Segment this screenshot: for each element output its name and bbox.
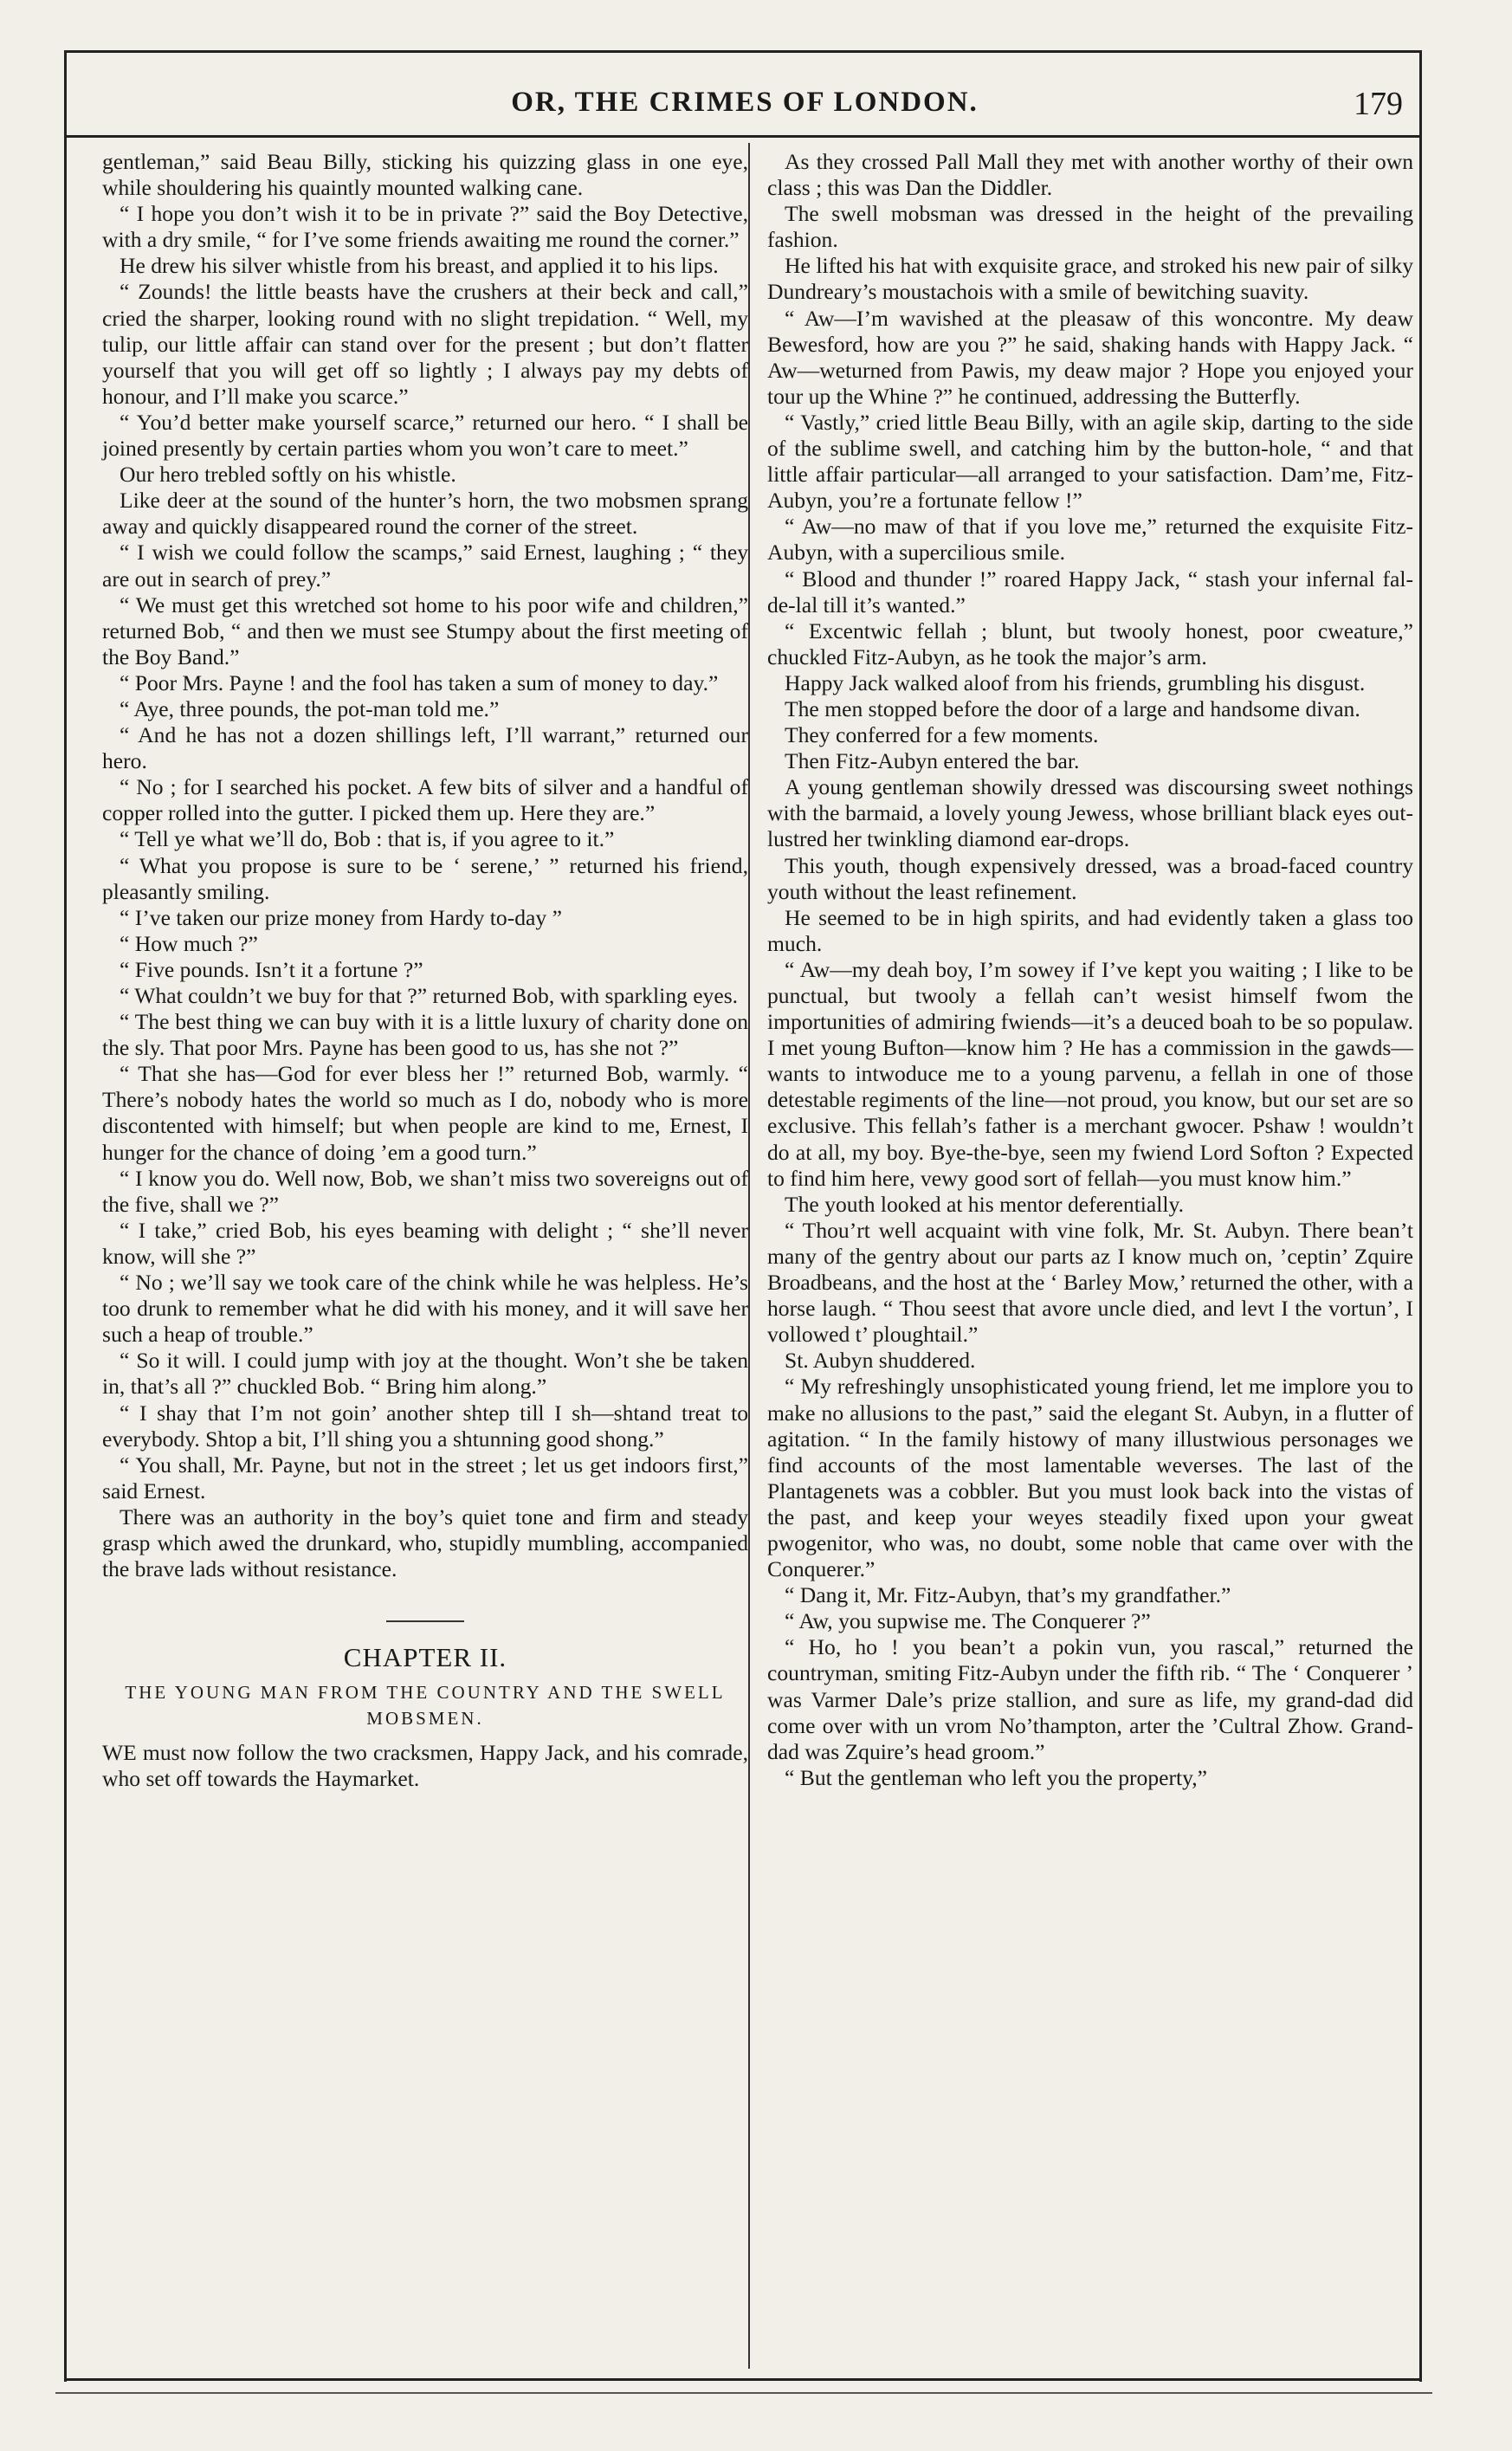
paragraph: “ Ho, ho ! you bean’t a pokin vun, you rascal,” returned the countryman, smiting Fitz-Aubyn under the fifth rib. “ The ‘ Conquerer ’ was Varmer Dale’s prize stallion, and sure as life, my grand-dad did come over with un vrom No’thampton, arter the ’Cultral Zhow. Grand-dad was Zquire’s head groom.” xyxy=(767,1634,1413,1764)
paragraph: “ How much ?” xyxy=(120,930,258,956)
chapter-title: CHAPTER II. xyxy=(343,1642,507,1673)
paragraph: “ That she has—God for ever bless her !” returned Bob, warmly. “ There’s nobody hates the world so much as I do, nobody who is more discontented with himself; but when people are kind to me, Ernest, I hunger for the chance of doing ’em a good turn.” xyxy=(102,1061,748,1165)
paragraph: “ I hope you don’t wish it to be in private ?” said the Boy Detective, with a dry smile, “ for I’ve some friends awaiting me round the corner.” xyxy=(102,201,748,253)
paragraph: “ Thou’rt well acquaint with vine folk, Mr. St. Aubyn. There bean’t many of the gentry about our parts az I know much on, ’ceptin’ Zquire Broadbeans, and the host at the ‘ Barley Mow,’ returned the other, with a horse laugh. “ Thou seest that avore uncle died, and levt I the vortun’, I vollowed t’ ploughtail.” xyxy=(767,1217,1413,1348)
paragraph: “ You shall, Mr. Payne, but not in the street ; let us get indoors first,” said Ernest. xyxy=(102,1452,748,1504)
column-divider xyxy=(748,143,750,2369)
paragraph: “ Aye, three pounds, the pot-man told me.” xyxy=(120,695,500,721)
paragraph: “ Five pounds. Isn’t it a fortune ?” xyxy=(120,956,423,982)
paragraph: The youth looked at his mentor deferentially. xyxy=(785,1191,1185,1217)
paragraph: Like deer at the sound of the hunter’s horn, the two mobsmen sprang away and quickly disappeared round the corner of the street. xyxy=(102,488,748,540)
paragraph: “ And he has not a dozen shillings left, I’ll warrant,” returned our hero. xyxy=(102,722,748,774)
paragraph: “ Poor Mrs. Payne ! and the fool has taken a sum of money to day.” xyxy=(120,669,719,695)
bottom-rule xyxy=(64,2378,1422,2381)
chapter-opening-paragraph: WE must now follow the two cracksmen, Happy Jack, and his comrade, who set off towards the Haymarket. xyxy=(102,1740,748,1792)
paragraph: “ What you propose is sure to be ‘ serene,’ ” returned his friend, pleasantly smiling. xyxy=(102,852,748,904)
page-number: 179 xyxy=(1354,86,1403,122)
paragraph: “ We must get this wretched sot home to his poor wife and children,” returned Bob, “ and then we must see Stumpy about the first meeting of the Boy Band.” xyxy=(102,592,748,669)
paragraph: “ The best thing we can buy with it is a little luxury of charity done on the sly. That poor Mrs. Payne has been good to us, has she not ?” xyxy=(102,1009,748,1061)
paragraph: gentleman,” said Beau Billy, sticking his quizzing glass in one eye, while shouldering his quaintly mounted walking cane. xyxy=(102,149,748,201)
chapter-subtitle: THE YOUNG MAN FROM THE COUNTRY AND THE SWELL MOBSMEN. xyxy=(125,1682,726,1730)
paragraph: “ Excentwic fellah ; blunt, but twooly honest, poor cweature,” chuckled Fitz-Aubyn, as he took the major’s arm. xyxy=(767,618,1413,669)
paragraph: “ Dang it, Mr. Fitz-Aubyn, that’s my grandfather.” xyxy=(785,1582,1231,1608)
right-column xyxy=(767,149,1413,1791)
paragraph: “ So it will. I could jump with joy at the thought. Won’t she be taken in, that’s all ?” chuckled Bob. “ Bring him along.” xyxy=(102,1348,748,1400)
paragraph: Then Fitz-Aubyn entered the bar. xyxy=(785,748,1080,774)
header-rule xyxy=(64,135,1422,138)
paragraph: “ I shay that I’m not goin’ another shtep till I sh—shtand treat to everybody. Shtop a bit, I’ll shing you a shtunning good shong.” xyxy=(102,1400,748,1452)
paragraph: He drew his silver whistle from his breast, and applied it to his lips. xyxy=(120,253,719,279)
paragraph: “ Aw—I’m wavished at the pleasaw of this woncontre. My deaw Bewesford, how are you ?” he said, shaking hands with Happy Jack. “ Aw—weturned from Pawis, my deaw major ? Hope you enjoyed your tour up the Whine ?” he continued, addressing the Butterfly. xyxy=(767,305,1413,409)
paragraph: “ I’ve taken our prize money from Hardy to-day ” xyxy=(120,904,562,930)
paragraph: Happy Jack walked aloof from his friends, grumbling his disgust. xyxy=(785,669,1366,695)
paragraph: Our hero trebled softly on his whistle. xyxy=(120,462,456,488)
paragraph: They conferred for a few moments. xyxy=(785,722,1099,748)
paragraph: “ I wish we could follow the scamps,” said Ernest, laughing ; “ they are out in search of prey.” xyxy=(102,540,748,592)
paragraph: “ No ; for I searched his pocket. A few bits of silver and a handful of copper rolled into the gutter. I picked them up. Here they are.” xyxy=(102,774,748,826)
paragraph: “ What couldn’t we buy for that ?” returned Bob, with sparkling eyes. xyxy=(120,983,739,1008)
paragraph: “ Blood and thunder !” roared Happy Jack, “ stash your infernal fal-de-lal till it’s wanted.” xyxy=(767,566,1413,618)
paragraph: “ My refreshingly unsophisticated young friend, let me implore you to make no allusions to the past,” said the elegant St. Aubyn, in a flutter of agitation. “ In the family histowy of many illustwious personages we find accounts of the most lamentable weverses. The last of the Plantagenets was a cobbler. But you must look back into the vistas of the past, and keep your weyes steadily fixed upon your gweat pwogenitor, who was, no doubt, some noble that came over with the Conquerer.” xyxy=(767,1374,1413,1582)
chapter-rule xyxy=(386,1620,464,1622)
paragraph: There was an authority in the boy’s quiet tone and firm and steady grasp which awed the drunkard, who, stupidly mumbling, accompanied the brave lads without resistance. xyxy=(102,1504,748,1582)
paragraph: “ But the gentleman who left you the property,” xyxy=(785,1764,1208,1790)
paragraph: A young gentleman showily dressed was discoursing sweet nothings with the barmaid, a lovely young Jewess, whose brilliant black eyes out-lustred her twinkling diamond ear-drops. xyxy=(767,774,1413,852)
paragraph: “ I know you do. Well now, Bob, we shan’t miss two sovereigns out of the five, shall we ?” xyxy=(102,1165,748,1217)
paragraph: This youth, though expensively dressed, was a broad-faced country youth without the least refinement. xyxy=(767,852,1413,904)
paragraph: He lifted his hat with exquisite grace, and stroked his new pair of silky Dundreary’s moustachois with a smile of bewitching suavity. xyxy=(767,253,1413,305)
paragraph: “ Zounds! the little beasts have the crushers at their beck and call,” cried the sharper, looking round with no slight trepidation. “ Well, my tulip, our little affair can stand over for the present ; but don’t flatter yourself that you will get off so lightly ; I always pay my debts of honour, and I’ll make you scarce.” xyxy=(102,279,748,409)
paragraph: St. Aubyn shuddered. xyxy=(785,1348,976,1374)
paragraph: “ I take,” cried Bob, his eyes beaming with delight ; “ she’ll never know, will she ?” xyxy=(102,1217,748,1269)
running-title: OR, THE CRIMES OF LONDON. xyxy=(511,87,979,118)
paragraph: The men stopped before the door of a large and handsome divan. xyxy=(785,695,1360,721)
paragraph: “ Aw, you supwise me. The Conquerer ?” xyxy=(785,1608,1151,1634)
paragraph: “ Tell ye what we’ll do, Bob : that is, if you agree to it.” xyxy=(120,826,615,852)
paragraph: “ Aw—my deah boy, I’m sowey if I’ve kept you waiting ; I like to be punctual, but twooly a fellah can’t wesist himself fwom the importunities of admiring fwiends—it’s a deuced boah to be so populaw. I met young Bufton—know him ? He has a commission in the gawds—wants to intwoduce me to a young parvenu, a fellah in one of those detestable regiments of the line—not proud, you know, but our set are so exclusive. This fellah’s father is a merchant gwocer. Pshaw ! wouldn’t do at all, my boy. Bye-the-bye, seen my fwiend Lord Softon ? Expected to find him here, vewy good sort of fellah—you must know him.” xyxy=(767,956,1413,1191)
paragraph: “ Vastly,” cried little Beau Billy, with an agile skip, darting to the side of the sublime swell, and catching him by the button-hole, “ and that little affair particular—all arranged to your satisfaction. Dam’me, Fitz-Aubyn, you’re a fortunate fellow !” xyxy=(767,409,1413,514)
paragraph: As they crossed Pall Mall they met with another worthy of their own class ; this was Dan the Diddler. xyxy=(767,149,1413,201)
paragraph: “ No ; we’ll say we took care of the chink while he was helpless. He’s too drunk to remember what he did with his money, and it will save her such a heap of trouble.” xyxy=(102,1270,748,1348)
paragraph: “ Aw—no maw of that if you love me,” returned the exquisite Fitz-Aubyn, with a supercilious smile. xyxy=(767,514,1413,566)
paragraph: “ You’d better make yourself scarce,” returned our hero. “ I shall be joined presently by certain parties whom you won’t care to meet.” xyxy=(102,409,748,462)
paragraph: The swell mobsman was dressed in the height of the prevailing fashion. xyxy=(767,201,1413,253)
paragraph: He seemed to be in high spirits, and had evidently taken a glass too much. xyxy=(767,904,1413,956)
bottom-rule-outer xyxy=(55,2392,1432,2394)
left-column xyxy=(102,149,748,1792)
